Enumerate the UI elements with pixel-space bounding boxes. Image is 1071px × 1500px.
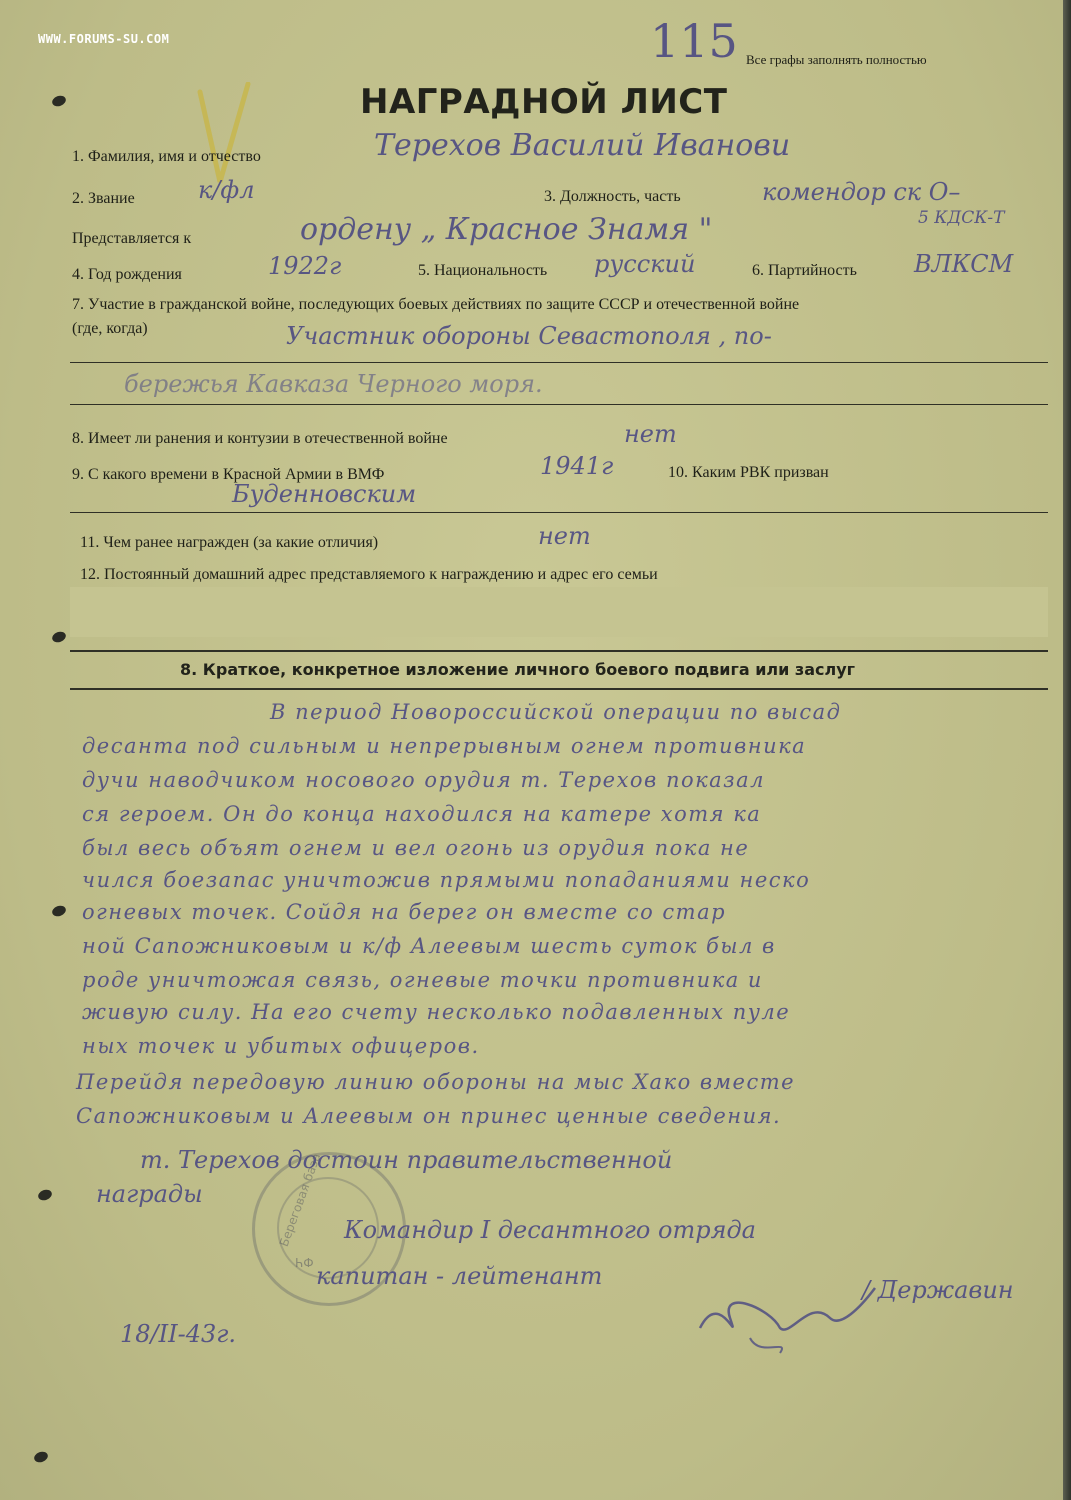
punch-hole [33, 1450, 50, 1464]
field-5-value: русский [594, 250, 696, 278]
line-divider [70, 362, 1048, 363]
punch-hole [51, 630, 68, 644]
line-divider [70, 512, 1048, 513]
section-title: 8. Краткое, конкретное изложение личного боевого подвига или заслуг [180, 660, 855, 679]
field-10-value: Буденновским [232, 480, 417, 508]
field-1-value: Терехов Василий Иванови [374, 128, 791, 163]
punch-hole [51, 904, 68, 918]
field-8-value: нет [624, 420, 677, 448]
date: 18/II-43г. [120, 1320, 236, 1348]
commander-title: Командир I десантного отряда [344, 1216, 756, 1244]
narrative-line: роде уничтожая связь, огневые точки противника и [82, 968, 763, 992]
field-4-label: 4. Год рождения [72, 266, 182, 283]
conclusion-2: награды [96, 1180, 203, 1208]
field-9-value: 1941г [540, 452, 614, 480]
commander-name: / Державин [862, 1276, 1014, 1304]
line-divider [70, 688, 1048, 690]
punch-hole [37, 1188, 54, 1202]
redacted-area [70, 587, 1048, 637]
field-2-label: 2. Звание [72, 190, 135, 207]
narrative-line: ной Сапожниковым и к/ф Алеевым шесть суток был в [82, 934, 776, 958]
represented-label: Представляется к [72, 230, 192, 247]
narrative-line: живую силу. На его счету несколько подавленных пуле [82, 1000, 791, 1024]
page-edge [1063, 0, 1071, 1500]
field-2-value: к/фл [198, 176, 255, 204]
signature-icon [690, 1268, 890, 1368]
stamp-seal: ФЧ Береговая база [252, 1152, 406, 1306]
field-7-label-2: (где, когда) [72, 320, 148, 337]
narrative-line: Сапожниковым и Алеевым он принес ценные сведения. [76, 1104, 782, 1128]
field-8-label: 8. Имеет ли ранения и контузии в отечественной войне [72, 430, 448, 447]
narrative-line: чился боезапас уничтожив прямыми попаданиями неско [82, 868, 811, 892]
field-3-value-2: 5 КДСК-Т [918, 208, 1005, 228]
narrative-line: был весь объят огнем и вел огонь из орудия пока не [82, 836, 750, 860]
commander-rank: капитан - лейтенант [316, 1262, 603, 1290]
field-1-label: 1. Фамилия, имя и отчество [72, 148, 261, 165]
narrative-line: дучи наводчиком носового орудия т. Терехов показал [82, 768, 766, 792]
field-10-label: 10. Каким РВК призван [668, 464, 829, 481]
narrative-line: ся героем. Он до конца находился на катере хотя ка [82, 802, 762, 826]
line-divider [70, 650, 1048, 652]
field-11-value: нет [538, 522, 591, 550]
field-7-value-2: бережья Кавказа Черного моря. [124, 370, 543, 398]
field-9-label: 9. С какого времени в Красной Армии в ВМФ [72, 466, 385, 483]
field-11-label: 11. Чем ранее награжден (за какие отличия) [80, 534, 379, 551]
punch-hole [51, 94, 68, 108]
narrative-line: десанта под сильным и непрерывным огнем противника [82, 734, 807, 758]
document-title: НАГРАДНОЙ ЛИСТ [360, 82, 728, 122]
field-5-label: 5. Национальность [418, 262, 548, 279]
narrative-line: ных точек и убитых офицеров. [82, 1034, 480, 1058]
field-7-label: 7. Участие в гражданской войне, последующих боевых действиях по защите СССР и отечественной войне [72, 296, 800, 313]
field-6-value: ВЛКСМ [914, 250, 1014, 278]
field-3-label: 3. Должность, часть [544, 188, 681, 205]
narrative-line: Перейдя передовую линию обороны на мыс Хако вместе [76, 1070, 796, 1094]
narrative-line: В период Новороссийской операции по высад [270, 700, 842, 724]
narrative-line: огневых точек. Сойдя на берег он вместе со стар [82, 900, 727, 924]
field-12-label: 12. Постоянный домашний адрес представляемого к награждению и адрес его семьи [80, 566, 658, 583]
field-6-label: 6. Партийность [752, 262, 857, 279]
field-4-value: 1922г [268, 252, 342, 280]
field-7-value: Участник обороны Севастополя , по- [286, 322, 772, 350]
sheet-number: 115 [650, 14, 738, 68]
conclusion: т. Терехов достоин правительственной [140, 1146, 673, 1174]
field-3-value: комендор ск О– [762, 178, 961, 206]
top-note: Все графы заполнять полностью [746, 52, 927, 67]
line-divider [70, 404, 1048, 405]
represented-value: ордену „ Красное Знамя " [300, 212, 713, 247]
watermark: WWW.FORUMS-SU.COM [38, 32, 170, 46]
